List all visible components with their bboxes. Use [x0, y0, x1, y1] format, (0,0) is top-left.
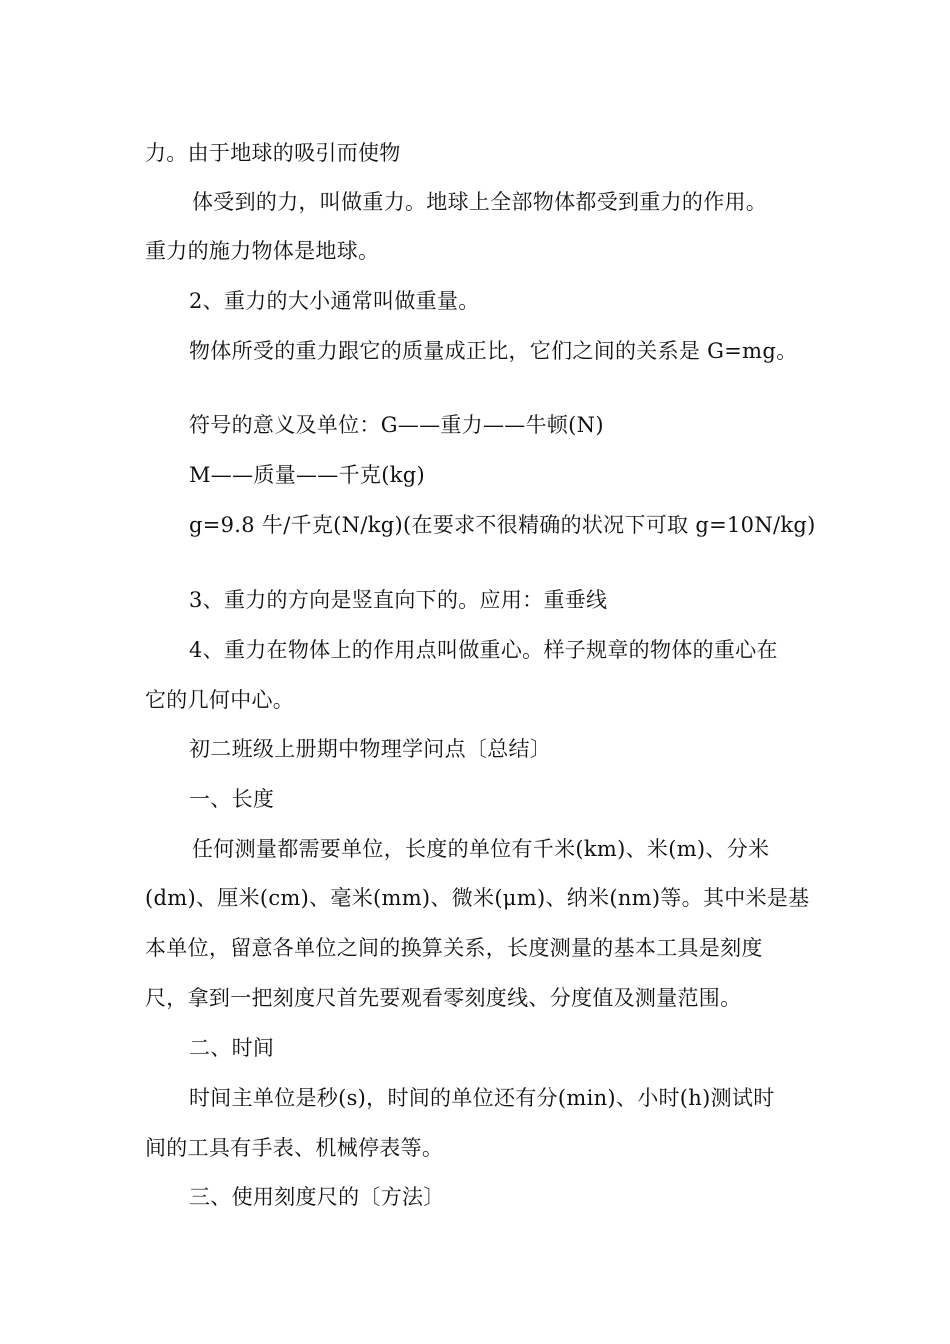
text-line: 4、重力在物体上的作用点叫做重心。样子规章的物体的重心在: [189, 638, 778, 662]
text-line: 时间主单位是秒(s)，时间的单位还有分(min)、小时(h)测试时: [189, 1086, 775, 1110]
text-line: 尺，拿到一把刻度尺首先要观看零刻度线、分度值及测量范围。: [145, 986, 742, 1010]
text-line: 力。由于地球的吸引而使物: [145, 141, 401, 165]
section-heading: 三、使用刻度尺的〔方法〕: [189, 1185, 445, 1209]
text-line: 体受到的力，叫做重力。地球上全部物体都受到重力的作用。: [192, 190, 768, 214]
text-line: 本单位，留意各单位之间的换算关系，长度测量的基本工具是刻度: [145, 936, 763, 960]
text-line: 间的工具有手表、机械停表等。: [145, 1136, 444, 1160]
text-line: 任何测量都需要单位，长度的单位有千米(km)、米(m)、分米: [192, 837, 770, 861]
text-line: 符号的意义及单位：G——重力——牛顿(N): [189, 413, 604, 437]
section-heading: 一、长度: [189, 787, 275, 811]
text-line: 重力的施力物体是地球。: [145, 239, 380, 263]
text-line: (dm)、厘米(cm)、毫米(mm)、微米(μm)、纳米(nm)等。其中米是基: [145, 886, 810, 910]
section-heading: 初二班级上册期中物理学问点〔总结〕: [189, 737, 552, 761]
text-line: M——质量——千克(kg): [189, 463, 425, 487]
text-line: 它的几何中心。: [145, 688, 295, 712]
text-line: 物体所受的重力跟它的质量成正比，它们之间的关系是 G=mg。: [189, 339, 798, 363]
section-heading: 二、时间: [189, 1036, 275, 1060]
text-line: g=9.8 牛/千克(N/kg)(在要求不很精确的状况下可取 g=10N/kg): [189, 513, 816, 537]
text-line: 3、重力的方向是竖直向下的。应用：重垂线: [189, 588, 608, 612]
text-line: 2、重力的大小通常叫做重量。: [189, 289, 480, 313]
